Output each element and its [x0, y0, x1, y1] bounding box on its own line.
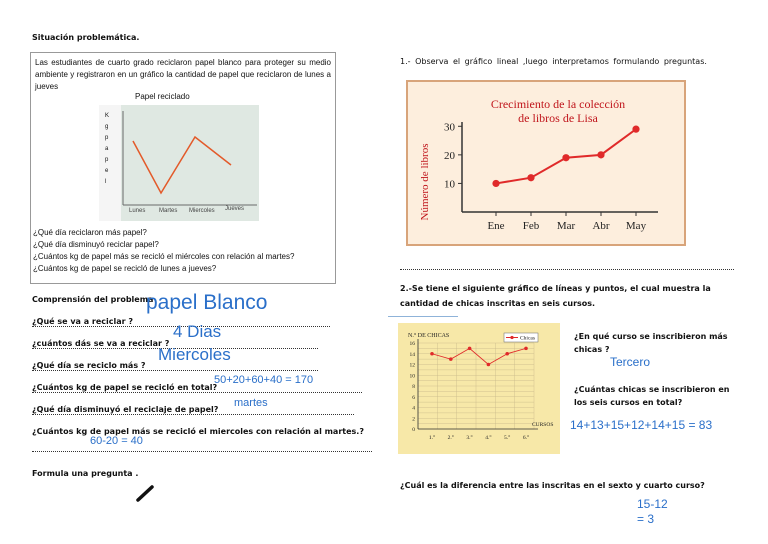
chart1-ylabel: Número de libros — [419, 143, 431, 221]
mini-chart-title: Papel reciclado — [135, 92, 190, 101]
chart2-ytick-label: 2 — [412, 416, 415, 423]
chart2-xtick-label: 6.° — [522, 435, 530, 441]
mini-chart-ylabel: K g p a p e l — [105, 113, 110, 185]
comprehension-heading: Comprensión del problema — [32, 295, 154, 304]
chart2-ytick-label: 6 — [412, 394, 415, 401]
chart1-point — [632, 126, 639, 133]
answer-4: 50+20+60+40 = 170 — [214, 374, 314, 386]
mini-day-2: Martes — [159, 208, 178, 214]
mini-day-4: Jueves — [225, 206, 245, 212]
answer-3: Miercoles — [158, 345, 231, 364]
chart-chicas — [398, 323, 560, 454]
answer-6: 60-20 = 40 — [90, 435, 143, 447]
blue-underline — [388, 316, 458, 317]
chart-libros — [408, 82, 684, 244]
chart1-title-line1: Crecimiento de la colección — [490, 97, 626, 111]
chart2-title: N.° DE CHICAS — [408, 333, 450, 339]
answer-diff-2: = 3 — [637, 512, 655, 526]
mini-question-3: ¿Cuántos kg de papel más se recicló el miércoles con relación al martes? — [33, 252, 295, 261]
chart1-xtick-label: Mar — [556, 220, 576, 232]
chart2-series-line — [432, 348, 526, 364]
chart2-xtick-label: 2.° — [447, 435, 454, 441]
chart2-xlabel: CURSOS — [532, 422, 554, 428]
chart2-xtick-label: 5.° — [504, 435, 511, 441]
question-course: ¿En qué curso se inscribieron más chicas ? — [574, 332, 728, 354]
chart2-point — [468, 347, 472, 351]
chart2-xtick-label: 1.° — [428, 435, 436, 441]
chart1-xtick-label: May — [625, 220, 647, 232]
task-2: 2.-Se tiene el siguiente gráfico de líneas y puntos, el cual muestra la cantidad de chicas inscritas en seis cursos. — [400, 284, 711, 308]
question-4: ¿Cuántos kg de papel se recicló en total? — [32, 383, 362, 393]
answer-5: martes — [234, 397, 268, 409]
task-1: 1.- Observa el gráfico lineal ,luego interpretamos formulando preguntas. — [400, 57, 707, 66]
problem-box — [30, 52, 336, 284]
chart2-ytick-label: 4 — [412, 405, 415, 412]
mini-question-1: ¿Qué día reciclaron más papel? — [33, 228, 147, 237]
chart1-xtick-label: Abr — [592, 220, 610, 232]
mini-day-3: Miercoles — [189, 208, 215, 214]
chart2-ytick-label: 14 — [409, 351, 415, 358]
heading-situacion: Situación problemática. — [32, 33, 140, 42]
chart2-legend-marker — [510, 336, 513, 339]
divider-left — [32, 451, 372, 452]
chart2-point — [430, 352, 434, 356]
chart1-ytick-label: 10 — [444, 178, 455, 191]
answer-diff-1: 15-12 — [637, 497, 668, 511]
chart-libros-frame — [406, 80, 686, 246]
question-5: ¿Qué día disminuyó el reciclaje de papel? — [32, 405, 354, 415]
chart1-point — [527, 174, 534, 181]
answer-total: 14+13+15+12+14+15 = 83 — [570, 418, 713, 432]
question-1: ¿Qué se va a reciclar ? — [32, 317, 330, 327]
chart2-point — [449, 357, 453, 361]
chart2-ytick-label: 16 — [409, 341, 415, 347]
problem-text: Las estudiantes de cuarto grado reciclaron papel blanco para proteger su medio ambiente y registraron en un gráfico la cantidad de papel que reciclaron de lunes a jueves — [35, 58, 331, 91]
mini-day-1: Lunes — [129, 208, 146, 214]
question-2: ¿cuántos dás se va a reciclar ? — [32, 339, 318, 349]
chart2-ytick-label: 12 — [409, 362, 415, 369]
answer-course: Tercero — [610, 355, 651, 369]
question-3: ¿Qué día se reciclo más ? — [32, 361, 318, 371]
chart2-point — [524, 347, 528, 351]
chart1-point — [492, 180, 499, 187]
chart2-xtick-label: 3.° — [466, 435, 473, 441]
chart2-point — [487, 363, 491, 367]
question-diff: ¿Cuál es la diferencia entre las inscritas en el sexto y cuarto curso? — [400, 481, 705, 490]
chart2-legend-label: Chicas — [520, 335, 535, 342]
mini-question-2: ¿Qué día disminuyó reciclar papel? — [33, 240, 159, 249]
chart1-ytick-label: 30 — [444, 121, 455, 134]
pen-mark — [134, 482, 158, 504]
chart1-ytick-label: 20 — [444, 149, 455, 162]
chart1-xtick-label: Feb — [522, 220, 540, 232]
answer-1: papel Blanco — [146, 291, 268, 314]
chart1-point — [562, 154, 569, 161]
mini-line-chart — [99, 105, 259, 221]
question-6: ¿Cuántos kg de papel más se recicló el miercoles con relación al martes.? — [32, 427, 364, 436]
question-total: ¿Cuántas chicas se inscribieron en los seis cursos en total? — [574, 385, 730, 407]
chart2-point — [505, 352, 509, 356]
chart1-point — [597, 151, 604, 158]
divider-right — [400, 269, 734, 270]
chart2-ytick-label: 8 — [412, 384, 415, 390]
chart2-xtick-label: 4.° — [485, 435, 492, 441]
mini-question-4: ¿Cuántos kg de papel se recicló de lunes a jueves? — [33, 264, 217, 273]
chart1-title-line2: de libros de Lisa — [518, 111, 598, 125]
formula-label: Formula una pregunta . — [32, 469, 139, 478]
chart1-xtick-label: Ene — [487, 220, 505, 232]
mini-chart-photo — [99, 105, 259, 221]
answer-2: 4 Dias — [173, 322, 222, 341]
chart-chicas-frame — [398, 323, 560, 454]
chart2-ytick-label: 10 — [409, 373, 415, 380]
chart2-ytick-label: 0 — [412, 427, 415, 433]
